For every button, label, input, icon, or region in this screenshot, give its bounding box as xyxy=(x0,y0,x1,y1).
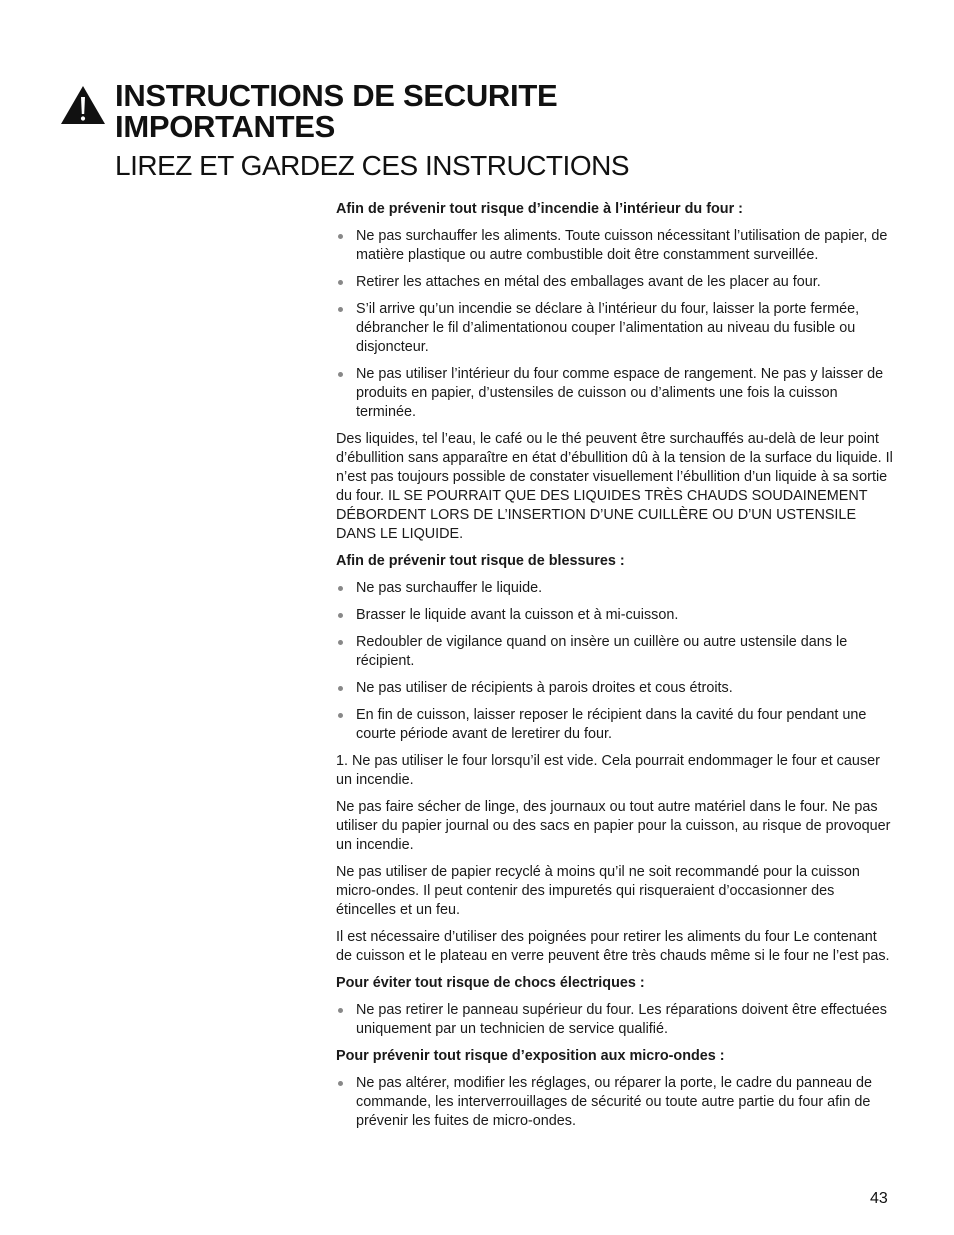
list-item: Brasser le liquide avant la cuisson et à mi-cuisson. xyxy=(336,606,896,625)
microwave-heading: Pour prévenir tout risque d’exposition aux micro-ondes : xyxy=(336,1048,725,1064)
list-item: Ne pas utiliser de récipients à parois droites et cous étroits. xyxy=(336,679,896,698)
page-subtitle: LIREZ ET GARDEZ CES INSTRUCTIONS xyxy=(115,150,629,181)
list-item: Ne pas utiliser l’intérieur du four comme espace de rangement. Ne pas y laisser de produits en papier, d’ustensiles de cuisson ou d’aliments une fois la cuisson terminée. xyxy=(336,365,896,422)
list-item: En fin de cuisson, laisser reposer le récipient dans la cavité du four pendant une courte période avant de leretirer du four. xyxy=(336,706,896,744)
warning-triangle-icon xyxy=(60,85,106,125)
electric-list xyxy=(336,1001,896,1039)
paragraph: Ne pas faire sécher de linge, des journaux ou tout autre matériel dans le four. Ne pas utiliser du papier journal ou des sacs en papier pour la cuisson, au risque de provoquer un incendie. xyxy=(336,799,891,853)
title-line-1: INSTRUCTIONS DE SECURITE xyxy=(115,78,558,113)
list-item: Ne pas surchauffer le liquide. xyxy=(336,579,896,598)
injury-heading: Afin de prévenir tout risque de blessures : xyxy=(336,553,625,569)
paragraph: Il est nécessaire d’utiliser des poignées pour retirer les aliments du four Le contenant de cuisson et le plateau en verre peuvent être très chauds même si le four ne l’est pas. xyxy=(336,929,890,964)
fire-heading: Afin de prévenir tout risque d’incendie à l’intérieur du four : xyxy=(336,201,743,217)
list-item: Ne pas surchauffer les aliments. Toute cuisson nécessitant l’utilisation de papier, de matière plastique ou autre combustible doit être constamment surveillée. xyxy=(336,227,896,265)
electric-heading: Pour éviter tout risque de chocs électriques : xyxy=(336,975,645,991)
list-item: Ne pas retirer le panneau supérieur du four. Les réparations doivent être effectuées uniquement par un technicien de service qualifié. xyxy=(336,1001,896,1039)
injury-list xyxy=(336,579,896,744)
list-item: Retirer les attaches en métal des emballages avant de les placer au four. xyxy=(336,273,896,292)
paragraph: Ne pas utiliser de papier recyclé à moins qu’il ne soit recommandé pour la cuisson micro-ondes. Il peut contenir des impuretés qui risqueraient d’occasionner des étincelles et un feu. xyxy=(336,864,860,918)
list-item: S’il arrive qu’un incendie se déclare à l’intérieur du four, laisser la porte fermée, débrancher le fil d’alimentationou couper l’alimentation au niveau du fusible ou disjoncteur. xyxy=(336,300,896,357)
list-item: Ne pas altérer, modifier les réglages, ou réparer la porte, le cadre du panneau de commande, les interverrouillages de sécurité ou toute autre partie du four afin de prévenir les fuites de micro-ondes. xyxy=(336,1074,896,1131)
liquids-paragraph: Des liquides, tel l’eau, le café ou le thé peuvent être surchauffés au-delà de leur point d’ébullition sans apparaître en état d’ébullition dû à la tension de la surface du liquide. Il n’est pas toujours possible de constater visuellement l’ébullition d’un liquide à sa sortie du four. IL SE POURRAIT QUE DES LIQUIDES TRÈS CHAUDS SOUDAINEMENT DÉBORDENT LORS DE L’INSERTION D’UNE CUILLÈRE OU D’UN USTENSILE DANS LE LIQUIDE. xyxy=(336,431,893,542)
instructions-content xyxy=(336,200,896,1139)
title-line-2: IMPORTANTES xyxy=(115,109,336,144)
page-number: 43 xyxy=(870,1190,888,1207)
fire-list xyxy=(336,227,896,422)
paragraph: 1. Ne pas utiliser le four lorsqu’il est vide. Cela pourrait endommager le four et causer un incendie. xyxy=(336,753,880,788)
microwave-list xyxy=(336,1074,896,1131)
page-title xyxy=(115,80,915,142)
list-item: Redoubler de vigilance quand on insère un cuillère ou autre ustensile dans le récipient. xyxy=(336,633,896,671)
